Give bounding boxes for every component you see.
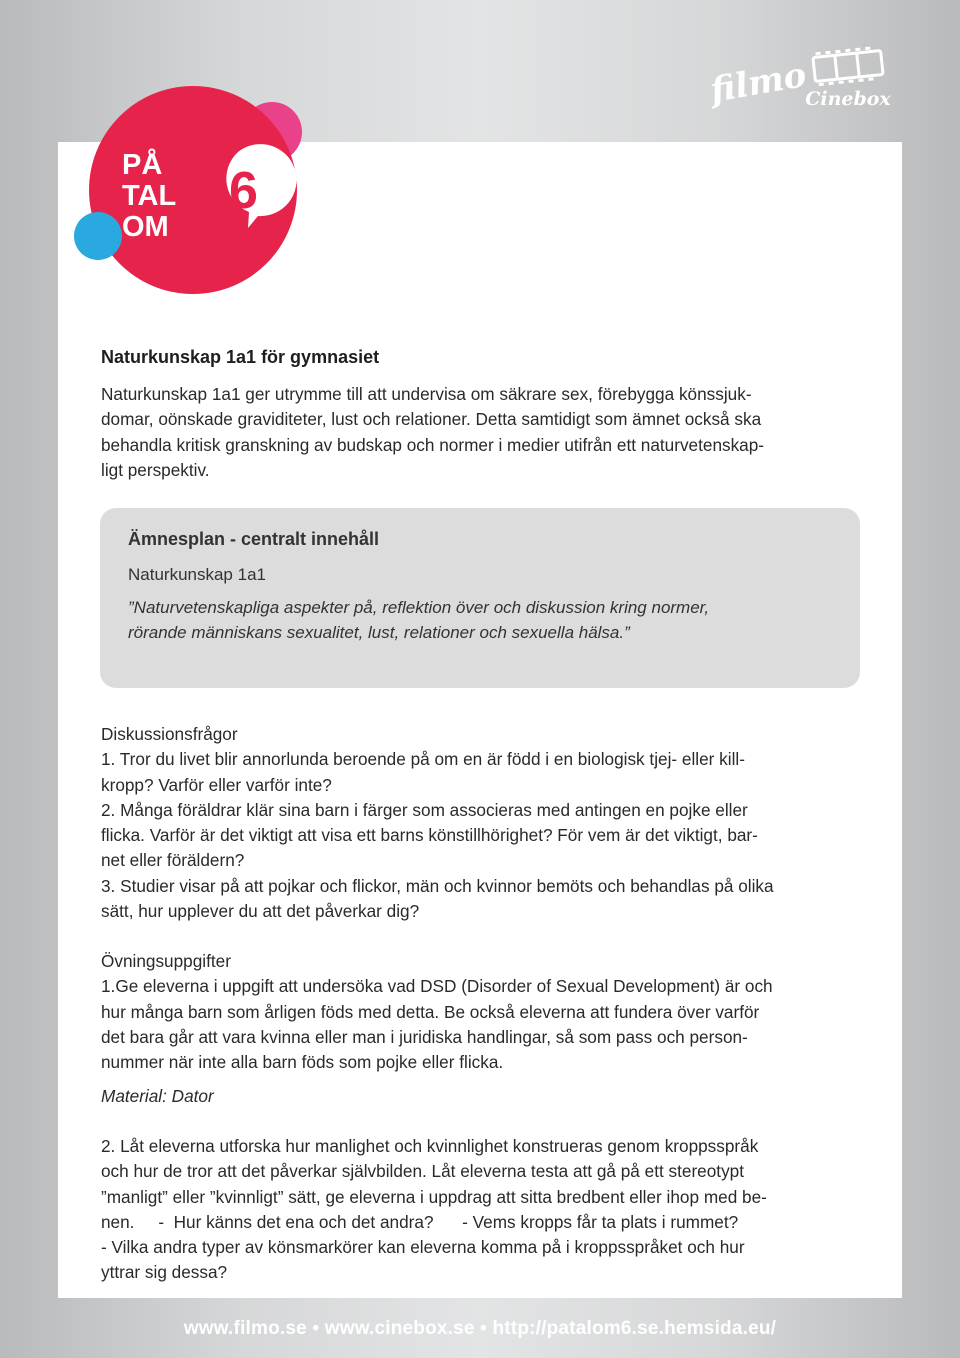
discussion-line: flicka. Varför är det viktigt att visa ett barns könstillhörighet? För vem är det viktigt, bar- [101, 825, 758, 846]
logo-number: 6 [229, 162, 258, 220]
exercise-2-line: yttrar sig dessa? [101, 1262, 228, 1283]
exercise-1-line: det bara går att vara kvinna eller man i juridiska handlingar, så som pass och person- [101, 1026, 748, 1047]
intro-paragraph [101, 382, 861, 483]
quote-line: rörande människans sexualitet, lust, relationer och sexuella hälsa.” [128, 623, 630, 642]
logo-line-1: PÅ [122, 149, 163, 181]
intro-line: domar, oönskade graviditeter, lust och relationer. Detta samtidigt som ämnet också ska [101, 409, 762, 430]
curriculum-quote [128, 595, 828, 645]
intro-line: behandla kritisk granskning av budskap och normer i medier utifrån ett naturvetenskap- [101, 434, 765, 455]
svg-text:filmo: filmo [707, 54, 810, 111]
curriculum-subtitle: Naturkunskap 1a1 [128, 565, 266, 584]
quote-line: ”Naturvetenskapliga aspekter på, reflektion över och diskussion kring normer, [128, 598, 710, 617]
discussion-line: 3. Studier visar på att pojkar och flickor, män och kvinnor bemöts och behandlas på olika [101, 875, 774, 896]
exercise-2-line: 2. Låt eleverna utforska hur manlighet och kvinnlighet konstrueras genom kroppsspråk [101, 1136, 759, 1156]
discussion-line: net eller föräldern? [101, 850, 245, 871]
exercise-2-line: ”manligt” eller ”kvinnligt” sätt, ge eleverna i uppdrag att sitta bredbent eller ihop med be- [101, 1186, 767, 1207]
intro-line: Naturkunskap 1a1 ger utrymme till att undervisa om säkrare sex, förebygga könssjuk- [101, 384, 752, 404]
filmo-logo [707, 54, 810, 111]
discussion-section [101, 722, 861, 924]
film-strip-icon [800, 46, 896, 86]
discussion-line: sätt, hur upplever du att det påverkar dig? [101, 901, 420, 922]
exercises-heading: Övningsuppgifter [101, 951, 231, 971]
exercise-2-line: och hur de tror att det påverkar självbilden. Låt eleverna testa att gå på ett stereotypt [101, 1161, 744, 1182]
discussion-heading: Diskussionsfrågor [101, 724, 238, 744]
footer-links: www.filmo.se • www.cinebox.se • http://patalom6.se.hemsida.eu/ [183, 1318, 777, 1339]
exercise-1-line: 1.Ge eleverna i uppgift att undersöka vad DSD (Disorder of Sexual Development) är och [101, 976, 773, 997]
cinebox-label: Cinebox [805, 88, 891, 110]
page-title: Naturkunskap 1a1 för gymnasiet [101, 347, 380, 367]
pa-tal-om-6-logo [0, 0, 320, 320]
curriculum-box [100, 508, 860, 688]
exercise-2-line: nen. - Hur känns det ena och det andra? - Vems kropps får ta plats i rummet? [101, 1211, 739, 1232]
discussion-line: 1. Tror du livet blir annorlunda beroende på om en är född i en biologisk tjej- eller kill- [101, 749, 745, 770]
exercise-2-line: - Vilka andra typer av könsmarkörer kan eleverna komma på i kroppsspråket och hur [101, 1237, 745, 1258]
discussion-line: 2. Många föräldrar klär sina barn i färger som associeras med antingen en pojke eller [101, 799, 748, 820]
exercises-section [101, 949, 861, 1075]
cinebox-logo [800, 46, 896, 110]
logo-line-2: TAL [122, 180, 177, 212]
material-note: Material: Dator [101, 1086, 214, 1106]
exercise-1-line: hur många barn som årligen föds med detta. Be också eleverna att fundera över varför [101, 1001, 760, 1022]
curriculum-title: Ämnesplan - centralt innehåll [128, 529, 380, 549]
exercise-2 [101, 1134, 861, 1286]
exercise-1-line: nummer när inte alla barn föds som pojke eller flicka. [101, 1052, 504, 1073]
intro-line: ligt perspektiv. [101, 459, 210, 480]
logo-line-3: OM [122, 211, 169, 243]
discussion-line: kropp? Varför eller varför inte? [101, 774, 332, 795]
